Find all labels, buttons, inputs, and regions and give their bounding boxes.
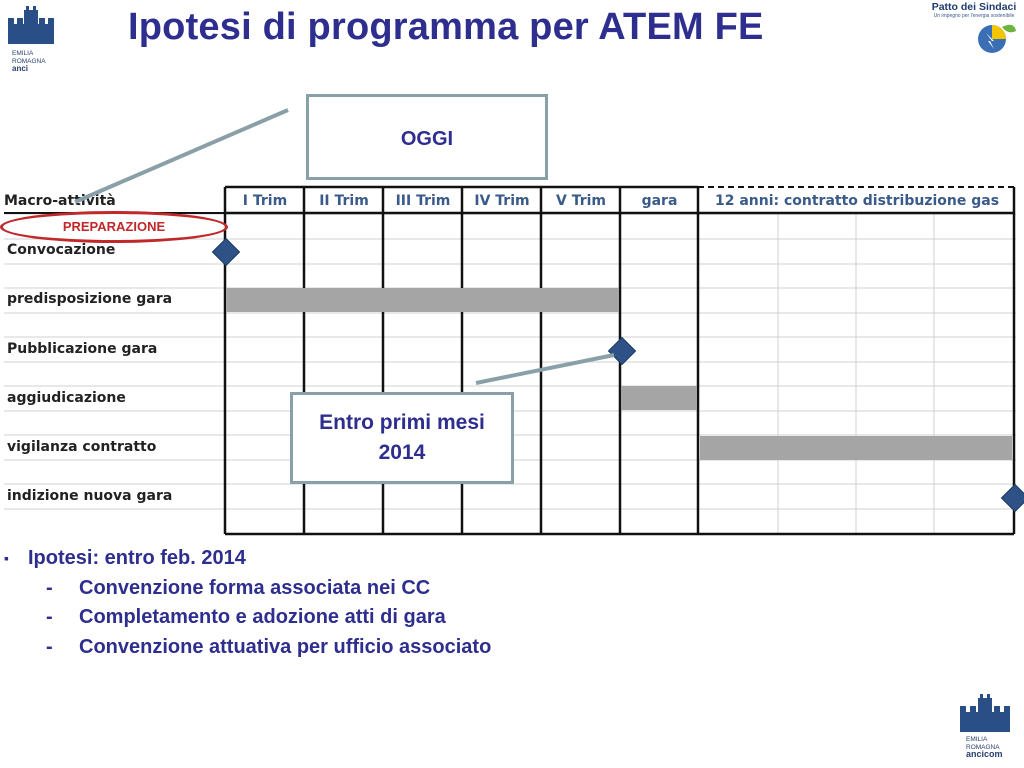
bullet-sub-text: Convenzione forma associata nei CC <box>79 576 431 599</box>
oggi-callout: OGGI <box>306 94 548 180</box>
row-label: Convocazione <box>7 242 116 258</box>
logo-text-line: ancicom <box>966 749 1003 759</box>
logo-text-line: anci <box>12 64 29 73</box>
entro-line-1: Entro primi mesi <box>319 411 485 434</box>
bullet-list <box>4 544 491 662</box>
patto-title: Patto dei Sindaci <box>931 1 1017 13</box>
column-header: IV Trim <box>474 193 530 209</box>
castle-icon <box>958 694 1012 734</box>
column-header: gara <box>641 193 678 209</box>
emilia-romagna-ancicom-logo <box>958 694 1018 766</box>
dash-marker: - <box>46 606 53 628</box>
logo-text-line: ROMAGNA <box>966 743 1000 751</box>
logo-text-line: EMILIA <box>12 50 34 57</box>
slide-title: Ipotesi di programma per ATEM FE <box>128 6 764 48</box>
entro-line-2: 2014 <box>378 441 426 464</box>
bullet-sub <box>4 633 491 663</box>
bullet-sub-text: Completamento e adozione atti di gara <box>79 606 446 628</box>
patto-subtitle: Un impegno per l'energia sostenibile <box>933 13 1015 19</box>
bullet-main-text: Ipotesi: entro feb. 2014 <box>28 547 246 569</box>
bullet-main <box>4 544 491 574</box>
column-header: III Trim <box>395 193 451 209</box>
column-header: 12 anni: contratto distribuzione gas <box>714 193 1000 209</box>
bullet-sub-text: Convenzione attuativa per ufficio associato <box>79 635 492 658</box>
row-label: Pubblicazione gara <box>7 341 158 357</box>
bullet-sub <box>4 603 491 633</box>
dash-marker: - <box>46 635 53 658</box>
logo-text-line: EMILIA <box>966 736 988 743</box>
bullet-marker: ▪ <box>4 550 9 566</box>
row-label: indizione nuova gara <box>7 488 173 504</box>
entro-callout <box>290 392 514 484</box>
column-header: I Trim <box>242 193 288 209</box>
row-label: vigilanza contratto <box>7 439 157 455</box>
bullet-sub <box>4 574 491 604</box>
preparazione-oval: PREPARAZIONE <box>0 211 228 243</box>
row-label: predisposizione gara <box>7 291 173 307</box>
header-macro-attivita: Macro-attività <box>4 193 116 209</box>
logo-text-line: ROMAGNA <box>12 57 46 65</box>
column-header: II Trim <box>319 193 369 209</box>
dash-marker: - <box>46 576 53 599</box>
row-label: aggiudicazione <box>7 390 126 406</box>
column-header: V Trim <box>555 193 606 209</box>
